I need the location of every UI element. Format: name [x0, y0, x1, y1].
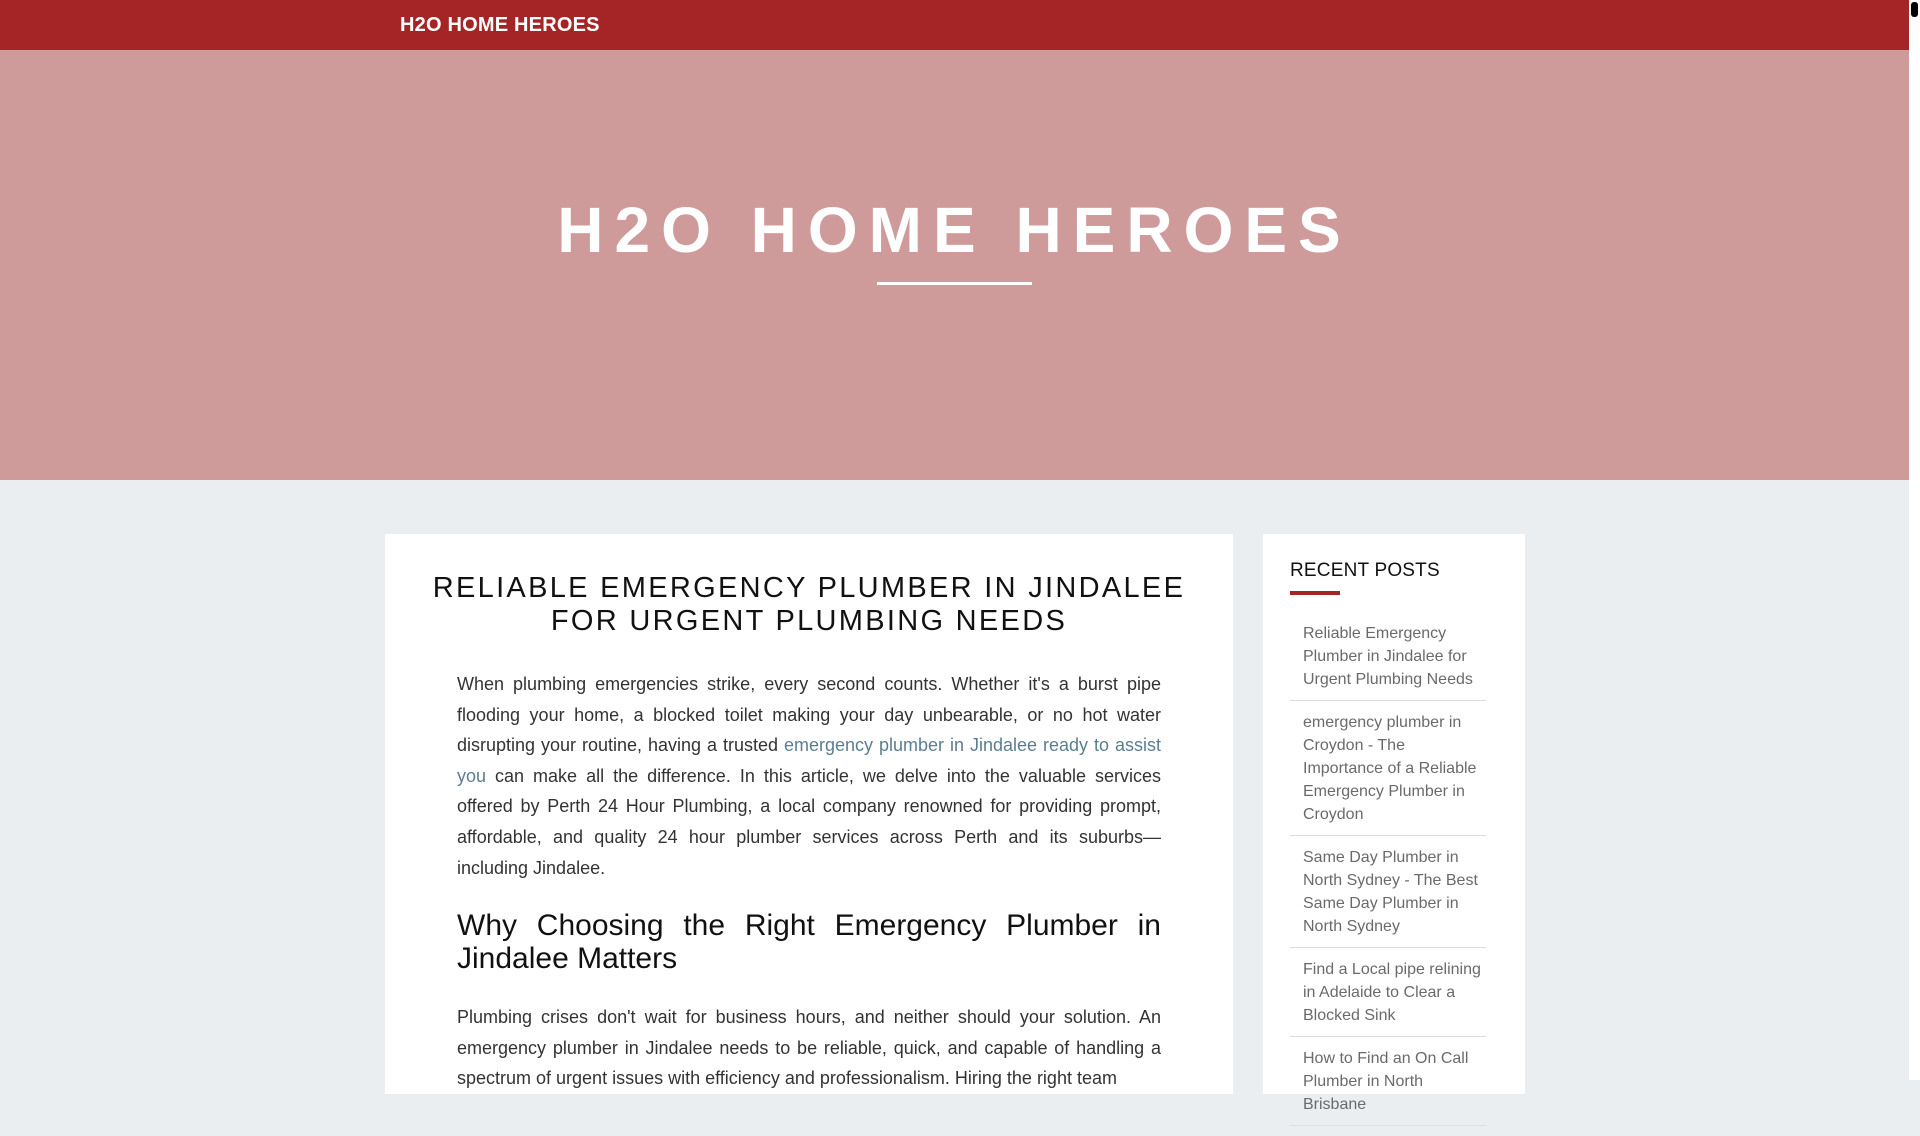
recent-post-link[interactable]: Reliable Emergency Plumber in Jindalee for Urgent Plumbing Needs — [1303, 625, 1473, 688]
list-item — [1290, 958, 1486, 1037]
recent-post-link[interactable]: How to Find an On Call Plumber in North Brisbane — [1303, 1050, 1469, 1113]
recent-posts-heading: RECENT POSTS — [1290, 560, 1440, 581]
paragraph-text: can make all the difference. In this article, we delve into the valuable services offered by Perth 24 Hour Plumbing, a local company renowned for providing prompt, affordable, and quality 24 hour plumber services across Perth and its suburbs—including Jindalee. — [457, 765, 1161, 878]
scrollbar-thumb[interactable] — [1911, 2, 1918, 17]
top-navbar — [0, 0, 1909, 50]
article-paragraph-2: Plumbing crises don't wait for business hours, and neither should your solution. An emergency plumber in Jindalee needs to be reliable, quick, and capable of handling a spectrum of urgent issues with efficiency and professionalism. Hiring the right team — [457, 1007, 1161, 1089]
paragraph-text: When plumbing emergencies strike, every second counts. Whether it's a burst pipe flooding your home, a blocked toilet making your day unbearable, or no hot water disrupting your routine, having a trusted — [457, 674, 1161, 756]
recent-post-link[interactable]: Find a Local pipe relining in Adelaide to Clear a Blocked Sink — [1303, 961, 1481, 1024]
heading-accent-bar — [1290, 591, 1340, 595]
article-body — [457, 669, 1161, 1094]
recent-posts-list — [1290, 622, 1486, 1136]
hero-banner — [0, 50, 1909, 480]
article-paragraph-1 — [457, 669, 1161, 883]
list-item — [1290, 1047, 1486, 1126]
hero-site-title[interactable]: H2O HOME HEROES — [557, 194, 1352, 266]
list-item — [1290, 622, 1486, 701]
list-item — [1290, 846, 1486, 948]
article-card — [385, 534, 1233, 1094]
recent-posts-widget — [1263, 534, 1525, 1113]
recent-post-link[interactable]: emergency plumber in Croydon - The Importance of a Reliable Emergency Plumber in Croydon — [1303, 714, 1477, 823]
emergency-plumber-link[interactable]: emergency plumber in Jindalee ready to assist you — [457, 735, 1161, 786]
page-scrollbar[interactable] — [1909, 0, 1920, 1080]
list-item — [1290, 711, 1486, 836]
site-brand-link[interactable]: H2O HOME HEROES — [400, 14, 600, 36]
recent-post-link[interactable]: Same Day Plumber in North Sydney - The Best Same Day Plumber in North Sydney — [1303, 849, 1478, 935]
article-title: RELIABLE EMERGENCY PLUMBER IN JINDALEE FOR URGENT PLUMBING NEEDS — [432, 572, 1186, 637]
article-subheading: Why Choosing the Right Emergency Plumber in Jindalee Matters — [457, 909, 1161, 976]
hero-title-underline — [877, 282, 1032, 285]
